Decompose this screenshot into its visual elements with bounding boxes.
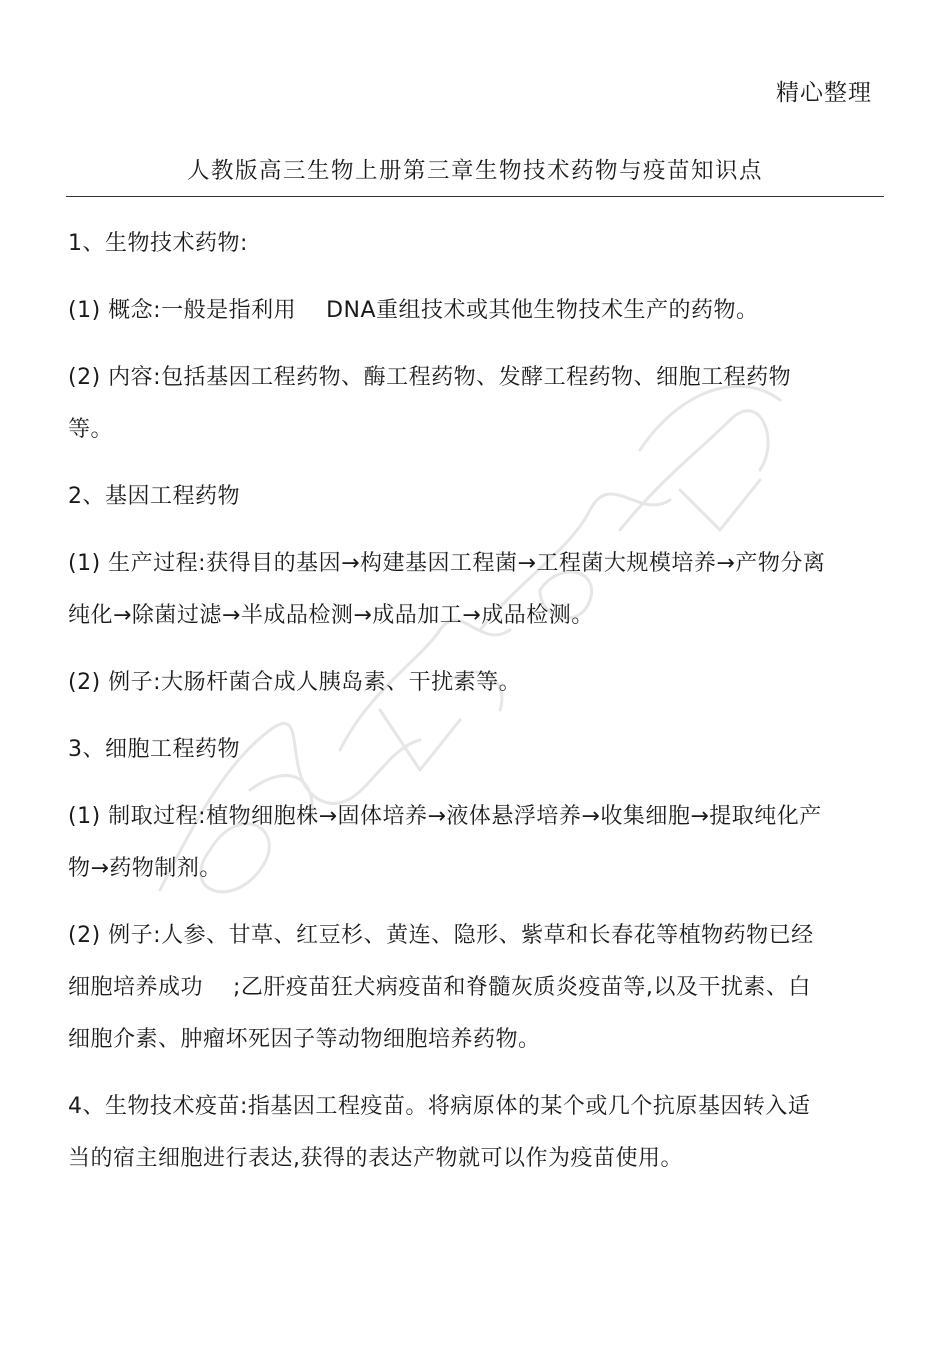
page-title: 人教版高三生物上册第三章生物技术药物与疫苗知识点	[186, 158, 763, 184]
paragraph-text: 4、生物技术疫苗:指基因工程疫苗。将病原体的某个或几个抗原基因转入适当的宿主细胞进行表达,获得的表达产物就可以作为疫苗使用。	[68, 1094, 811, 1171]
paragraph-text: 2、基因工程药物	[68, 484, 240, 509]
paragraph-text: (2) 例子:大肠杆菌合成人胰岛素、干扰素等。	[68, 670, 522, 695]
paragraph-text: 3、细胞工程药物	[68, 737, 240, 762]
section-heading-4	[68, 1081, 828, 1185]
paragraph-text-part-b: ;乙肝疫苗狂犬病疫苗和脊髓灰质炎疫苗等,以及干扰素、白细胞介素、肿瘤坏死因子等动物细胞培养药物。	[68, 975, 811, 1052]
section-heading-2	[68, 471, 828, 523]
paragraph-text: 1、生物技术药物:	[68, 231, 248, 256]
paragraph-production-process	[68, 538, 828, 642]
paragraph-text: (1) 制取过程:植物细胞株→固体培养→液体悬浮培养→收集细胞→提取纯化产物→药物制剂。	[68, 804, 822, 881]
document-body	[68, 218, 828, 1185]
paragraph-content	[68, 352, 828, 456]
paragraph-text: (2) 内容:包括基因工程药物、酶工程药物、发酵工程药物、细胞工程药物等。	[68, 365, 792, 442]
header-label: 精心整理	[776, 80, 872, 106]
title-divider	[66, 196, 884, 197]
paragraph-preparation-process	[68, 791, 828, 895]
section-heading-1	[68, 218, 828, 270]
paragraph-cell-example	[68, 910, 828, 1066]
section-heading-3	[68, 724, 828, 776]
paragraph-text-part-b: DNA重组技术或其他生物技术生产的药物。	[326, 298, 759, 323]
paragraph-gene-example	[68, 657, 828, 709]
paragraph-text-part-a: (2) 例子:人参、甘草、红豆杉、黄连、隐形、紫草和长春花等植物药物已经细胞培养成功	[68, 923, 814, 1000]
paragraph-text-part-a: (1) 概念:一般是指利用	[68, 298, 297, 323]
paragraph-concept	[68, 285, 828, 337]
paragraph-text: (1) 生产过程:获得目的基因→构建基因工程菌→工程菌大规模培养→产物分离纯化→除菌过滤→半成品检测→成品加工→成品检测。	[68, 551, 826, 628]
